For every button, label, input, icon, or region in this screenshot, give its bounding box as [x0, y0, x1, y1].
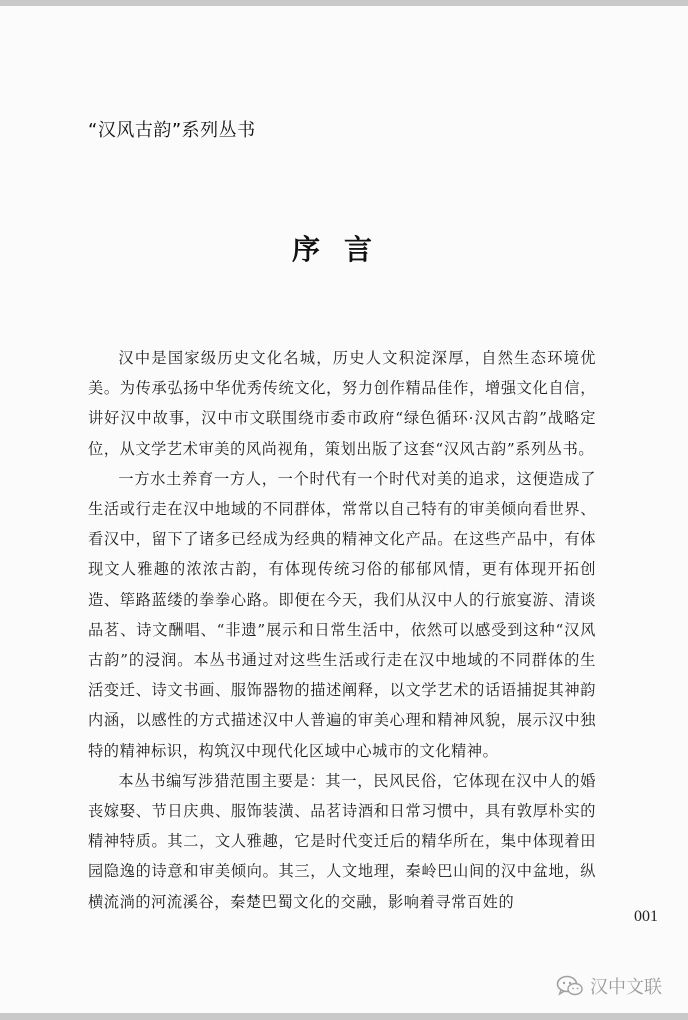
top-border: [0, 0, 688, 6]
watermark: [556, 973, 662, 999]
bottom-border: [0, 1013, 688, 1020]
paragraph-2: 一方水土养育一方人，一个时代有一个时代对美的追求，这便造成了生活或行走在汉中地域的不同群体，常常以自己特有的审美倾向看世界、看汉中，留下了诸多已经成为经典的精神文化产品。在这些产品中，有体现文人雅趣的浓浓古韵，有体现传统习俗的郁郁风情，更有体现开拓创造、筚路蓝缕的拳拳心路。即便在今天，我们从汉中人的行旅宴游、清谈品茗、诗文酬唱、“非遗”展示和日常生活中，依然可以感受到这种“汉风古韵”的浸润。本丛书通过对这些生活或行走在汉中地域的不同群体的生活变迁、诗文书画、服饰器物的描述阐释，以文学艺术的话语捕捉其神韵内涵，以感性的方式描述汉中人普遍的审美心理和精神风貌，展示汉中独特的精神标识，构筑汉中现代化区域中心城市的文化精神。: [88, 469, 596, 760]
paragraph-3: 本丛书编写涉猎范围主要是：其一，民风民俗，它体现在汉中人的婚丧嫁娶、节日庆典、服饰装潢、品茗诗酒和日常习惯中，具有敦厚朴实的精神特质。其二，文人雅趣，它是时代变迁后的精华所在，集中体现着田园隐逸的诗意和审美倾向。其三，人文地理，秦岭巴山间的汉中盆地，纵横流淌的河流溪谷，秦楚巴蜀文化的交融，影响着寻常百姓的: [88, 771, 596, 911]
watermark-text: 汉中文联: [590, 977, 662, 998]
preface-title: 序言: [291, 233, 396, 266]
page-number: 001: [634, 908, 658, 925]
preface-body: [88, 343, 596, 917]
wechat-icon: [556, 975, 584, 997]
paragraph-1: 汉中是国家级历史文化名城，历史人文积淀深厚，自然生态环境优美。为传承弘扬中华优秀传统文化，努力创作精品佳作，增强文化自信，讲好汉中故事，汉中市文联围绕市委市政府“绿色循环·汉风古韵”战略定位，从文学艺术审美的风尚视角，策划出版了这套“汉风古韵”系列丛书。: [88, 349, 596, 458]
series-title: “汉风古韵”系列丛书: [88, 120, 256, 141]
